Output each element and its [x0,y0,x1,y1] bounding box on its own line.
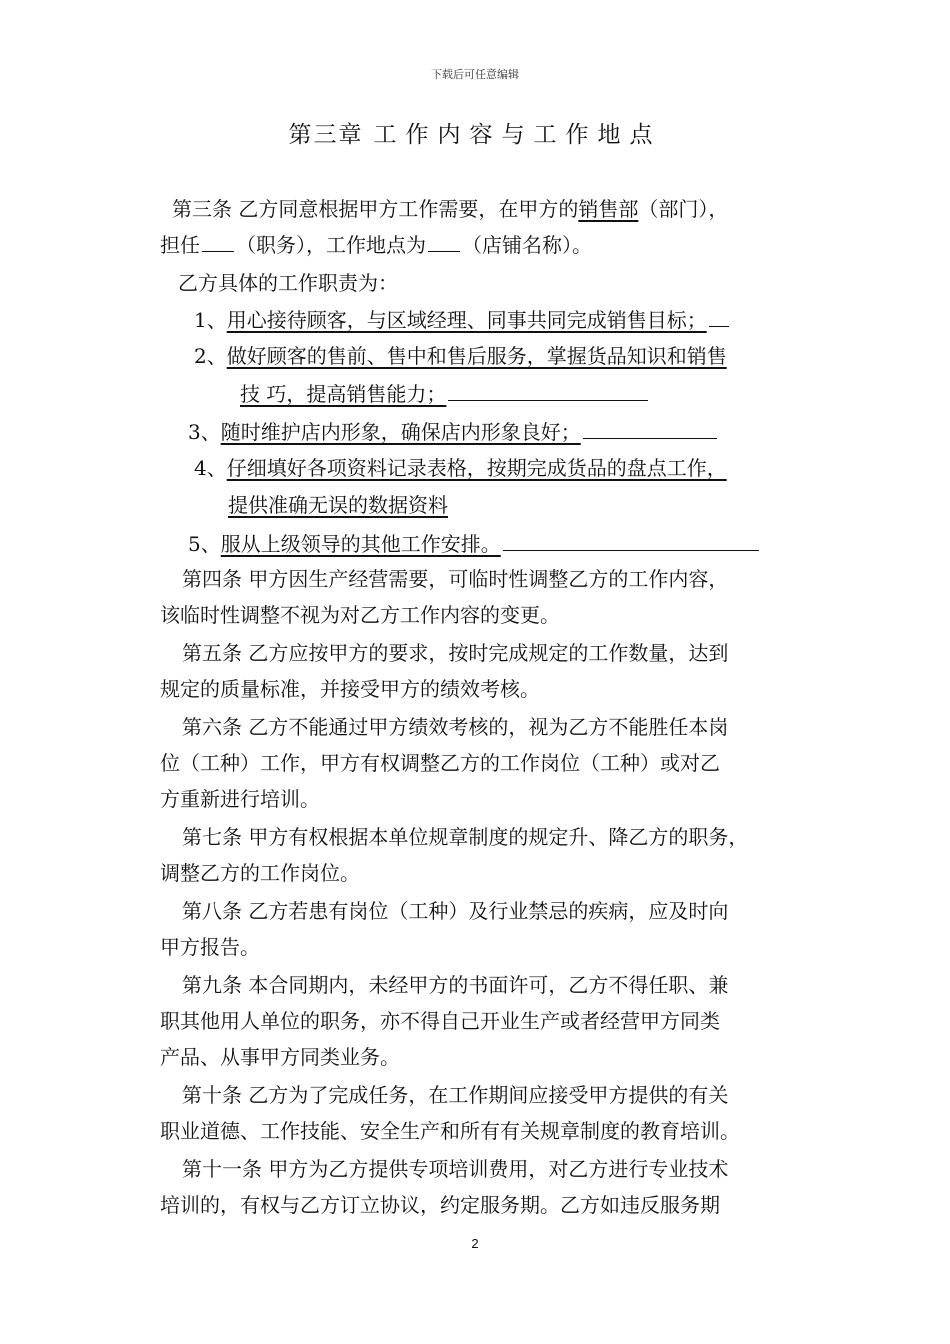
article-3-line-2: 担任 （职务），工作地点为 （店铺名称）。 [160,229,592,260]
article-6-line-3: 方重新进行培训。 [160,787,320,811]
article-4-line-1: 第四条 甲方因生产经营需要，可临时性调整乙方的工作内容， [182,567,729,591]
duty-item-2: 2、做好顾客的售前、售中和售后服务，掌握货品知识和销售 [194,344,727,368]
article-10-line-1: 第十条 乙方为了完成任务，在工作期间应接受甲方提供的有关 [182,1083,729,1107]
store-blank [428,229,460,252]
article-9-line-3: 产品、从事甲方同类业务。 [160,1045,400,1069]
chapter-name: 工作内容与工作地点 [373,122,662,148]
article-7-line-1: 第七条 甲方有权根据本单位规章制度的规定升、降乙方的职务， [182,825,749,849]
duty-item-5: 5、服从上级领导的其他工作安排。 [188,528,761,559]
duties-intro: 乙方具体的工作职责为： [178,271,398,295]
article-10-line-2: 职业道德、工作技能、安全生产和所有有关规章制度的教育培训。 [160,1119,740,1143]
article-8-line-2: 甲方报告。 [160,935,260,959]
article-5-line-1: 第五条 乙方应按甲方的要求，按时完成规定的工作数量，达到 [182,641,729,665]
article-9-line-1: 第九条 本合同期内，未经甲方的书面许可，乙方不得任职、兼 [182,973,729,997]
article-8-line-1: 第八条 乙方若患有岗位（工种）及行业禁忌的疾病，应及时向 [182,899,729,923]
duty-item-3: 3、随时维护店内形象，确保店内形象良好； [188,416,719,447]
duty-item-1: 1、用心接待顾客，与区域经理、同事共同完成销售目标； [194,304,731,335]
duty-item-4: 4、仔细填好各项资料记录表格，按期完成货品的盘点工作， [194,456,727,480]
article-9-line-2: 职其他用人单位的职务，亦不得自己开业生产或者经营甲方同类 [160,1009,720,1033]
chapter-number: 第三章 [288,122,364,148]
duty-item-4-cont: 提供准确无误的数据资料 [228,493,448,517]
position-blank [202,229,234,252]
page-number: 2 [471,1236,479,1251]
article-11-line-2: 培训的，有权与乙方订立协议，约定服务期。乙方如违反服务期 [160,1193,720,1217]
page-header: 下载后可任意编辑 [431,68,519,81]
article-7-line-2: 调整乙方的工作岗位。 [160,861,360,885]
article-6-line-1: 第六条 乙方不能通过甲方绩效考核的，视为乙方不能胜任本岗 [182,715,729,739]
article-11-line-1: 第十一条 甲方为乙方提供专项培训费用，对乙方进行专业技术 [182,1157,729,1181]
chapter-title [0,116,950,149]
article-6-line-2: 位（工种）工作，甲方有权调整乙方的工作岗位（工种）或对乙 [160,751,720,775]
article-3-line-1: 第三条 乙方同意根据甲方工作需要，在甲方的销售部（部门）， [172,197,729,221]
duty-item-2-cont: 技 巧，提高销售能力； [240,378,650,409]
article-5-line-2: 规定的质量标准，并接受甲方的绩效考核。 [160,677,540,701]
article-4-line-2: 该临时性调整不视为对乙方工作内容的变更。 [160,603,560,627]
department-value: 销售部 [578,197,639,221]
